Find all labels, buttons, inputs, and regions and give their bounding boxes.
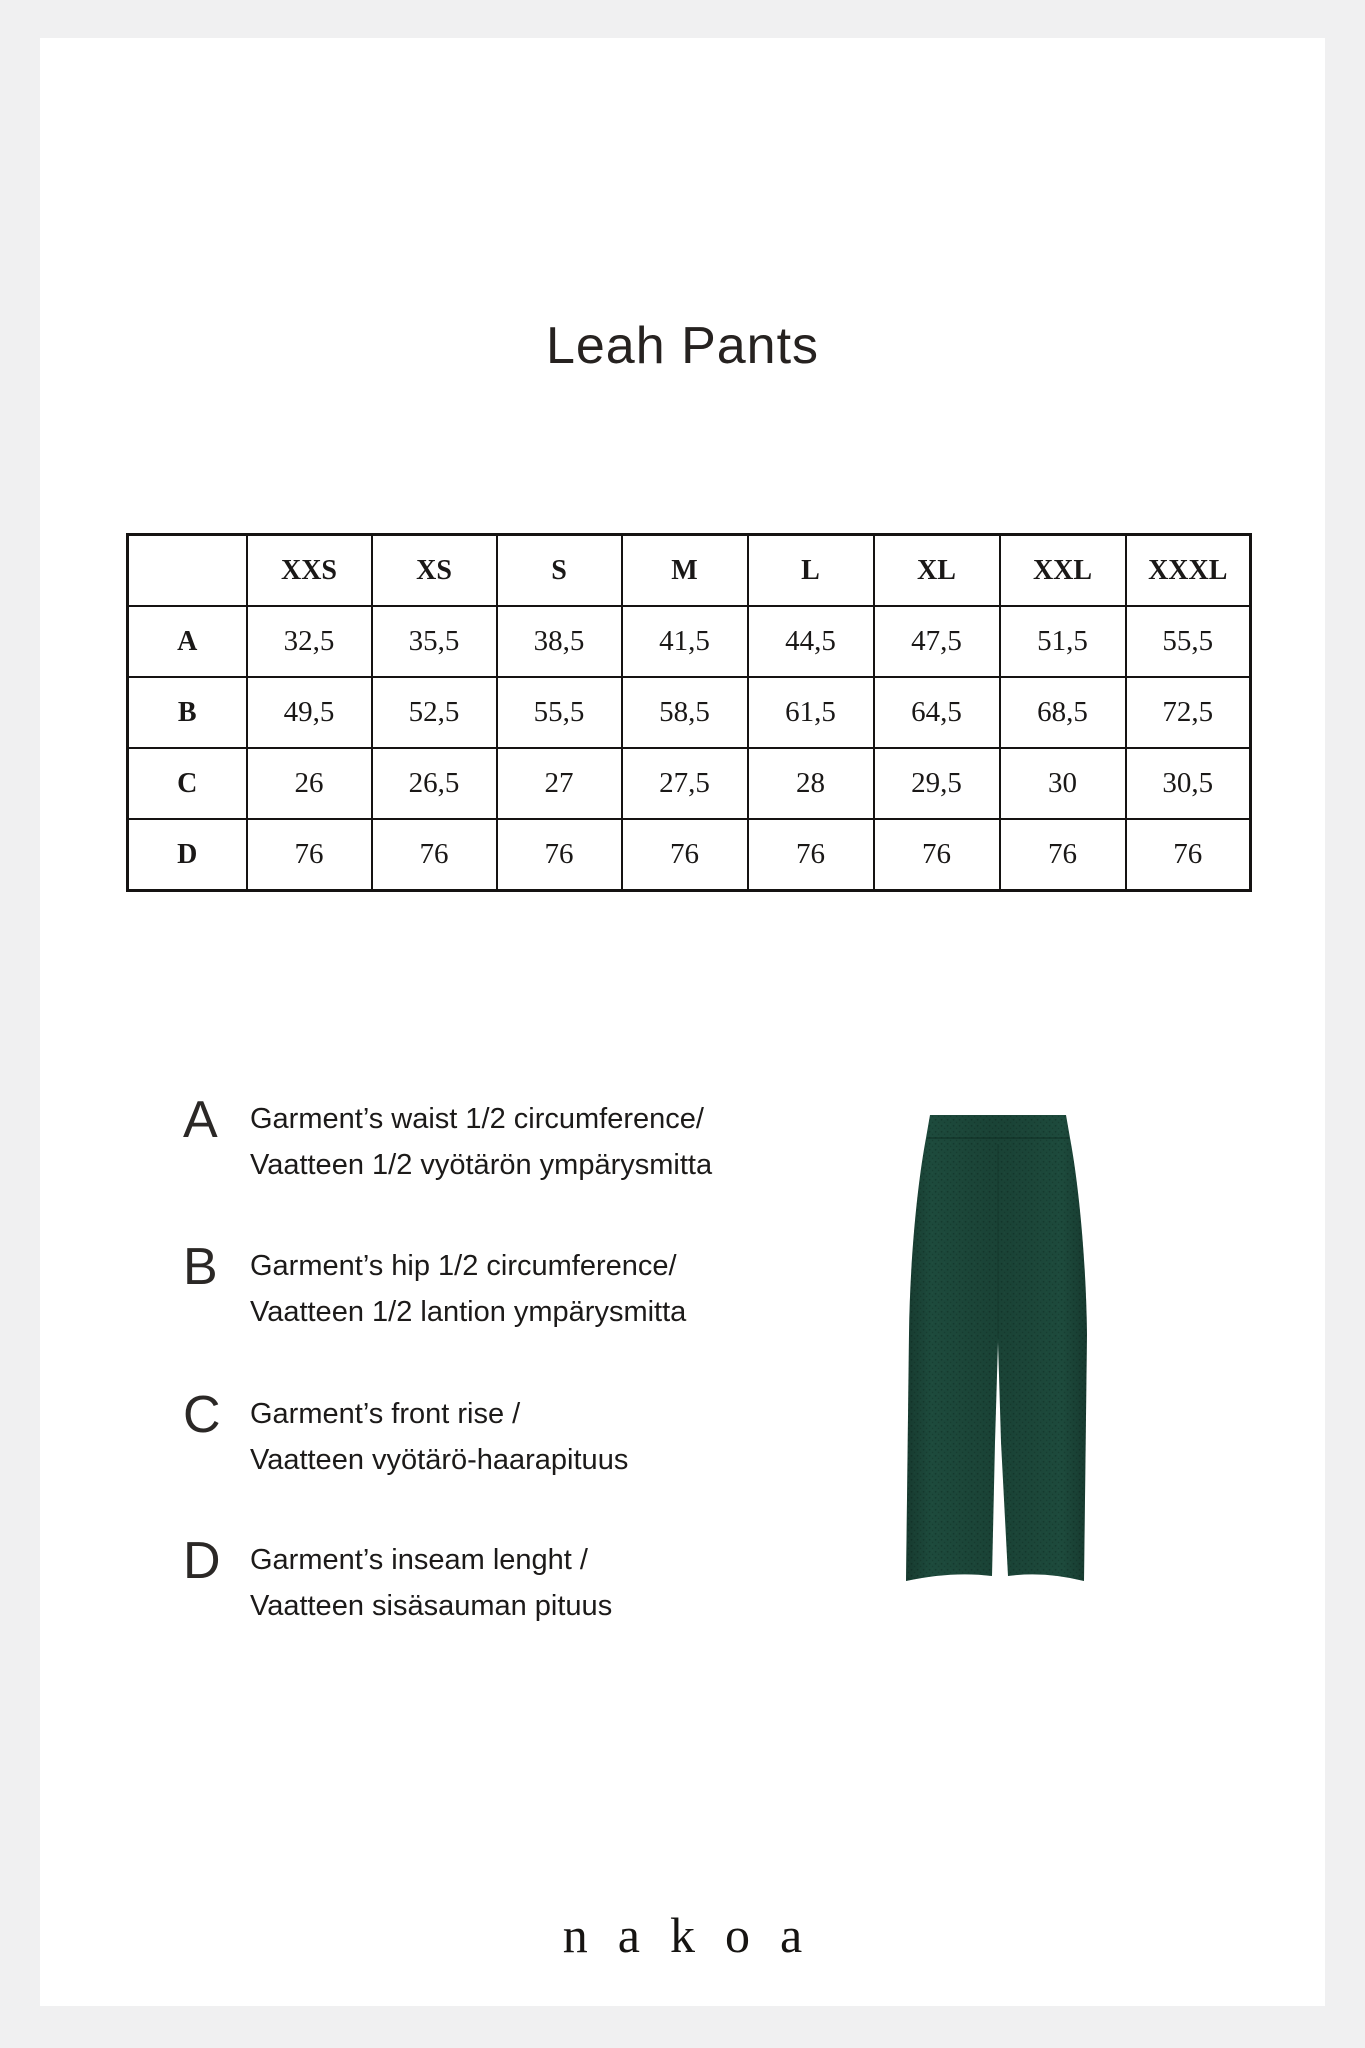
legend-text [250,1535,612,1629]
pants-shading [906,1115,1087,1581]
measurement-value: 61,5 [748,677,874,748]
table-header-cell: XXXL [1126,535,1251,607]
measurement-value: 76 [1000,819,1126,891]
measurement-value: 76 [622,819,748,891]
measurement-value: 55,5 [1126,606,1251,677]
table-header-cell: XXL [1000,535,1126,607]
measurement-value: 52,5 [372,677,497,748]
table-header-cell: XS [372,535,497,607]
legend-text [250,1389,628,1483]
measurement-value: 35,5 [372,606,497,677]
table-header-cell: L [748,535,874,607]
table-header-cell: XXS [247,535,372,607]
measurement-value: 30,5 [1126,748,1251,819]
measurement-value: 26,5 [372,748,497,819]
measurement-value: 68,5 [1000,677,1126,748]
measurement-value: 64,5 [874,677,1000,748]
page-title: Leah Pants [545,317,820,375]
measurement-value: 49,5 [247,677,372,748]
legend-text [250,1241,686,1335]
legend-text-fi: Vaatteen vyötärö-haarapituus [250,1444,629,1476]
measurement-value: 76 [372,819,497,891]
measurement-value: 76 [748,819,874,891]
size-table-header-row [128,535,1251,607]
brand-logo: nakoa [562,1907,833,1963]
document-page [40,38,1325,2006]
legend-text-en: Garment’s front rise / [250,1398,521,1430]
legend-item [183,1532,613,1629]
measurement-value: 27,5 [622,748,748,819]
table-row [128,748,1251,819]
table-header-cell: M [622,535,748,607]
measurement-label: A [128,606,247,677]
measurement-value: 58,5 [622,677,748,748]
measurement-value: 76 [497,819,622,891]
legend-item [183,1238,687,1335]
measurement-value: 29,5 [874,748,1000,819]
legend-letter: A [183,1091,218,1149]
measurement-value: 76 [874,819,1000,891]
table-header-cell: S [497,535,622,607]
table-header-cell: XL [874,535,1000,607]
measurement-value: 72,5 [1126,677,1251,748]
measurement-value: 28 [748,748,874,819]
legend-text-en: Garment’s waist 1/2 circumference/ [250,1103,704,1135]
measurement-label: C [128,748,247,819]
measurement-label: D [128,819,247,891]
legend-text-en: Garment’s hip 1/2 circumference/ [250,1250,677,1282]
legend-text-fi: Vaatteen 1/2 lantion ympärysmitta [250,1296,687,1328]
measurement-value: 76 [247,819,372,891]
measurement-value: 26 [247,748,372,819]
legend-text-fi: Vaatteen 1/2 vyötärön ympärysmitta [250,1149,713,1181]
table-row [128,606,1251,677]
table-header-cell [128,535,247,607]
measurement-value: 38,5 [497,606,622,677]
measurement-value: 44,5 [748,606,874,677]
legend-text [250,1094,712,1188]
measurement-value: 47,5 [874,606,1000,677]
legend-item [183,1091,713,1188]
measurement-value: 32,5 [247,606,372,677]
table-row [128,677,1251,748]
legend-letter: B [183,1238,218,1296]
measurement-value: 27 [497,748,622,819]
measurement-value: 76 [1126,819,1251,891]
measurement-value: 51,5 [1000,606,1126,677]
measurement-label: B [128,677,247,748]
measurement-value: 55,5 [497,677,622,748]
table-row [128,819,1251,891]
legend-item [183,1386,629,1483]
legend-letter: C [183,1386,221,1444]
product-image-pants [898,1112,1098,1592]
legend-text-fi: Vaatteen sisäsauman pituus [250,1590,613,1622]
legend-text-en: Garment’s inseam lenght / [250,1544,588,1576]
measurement-value: 30 [1000,748,1126,819]
measurement-value: 41,5 [622,606,748,677]
size-table [126,533,1252,892]
legend-letter: D [183,1532,221,1590]
